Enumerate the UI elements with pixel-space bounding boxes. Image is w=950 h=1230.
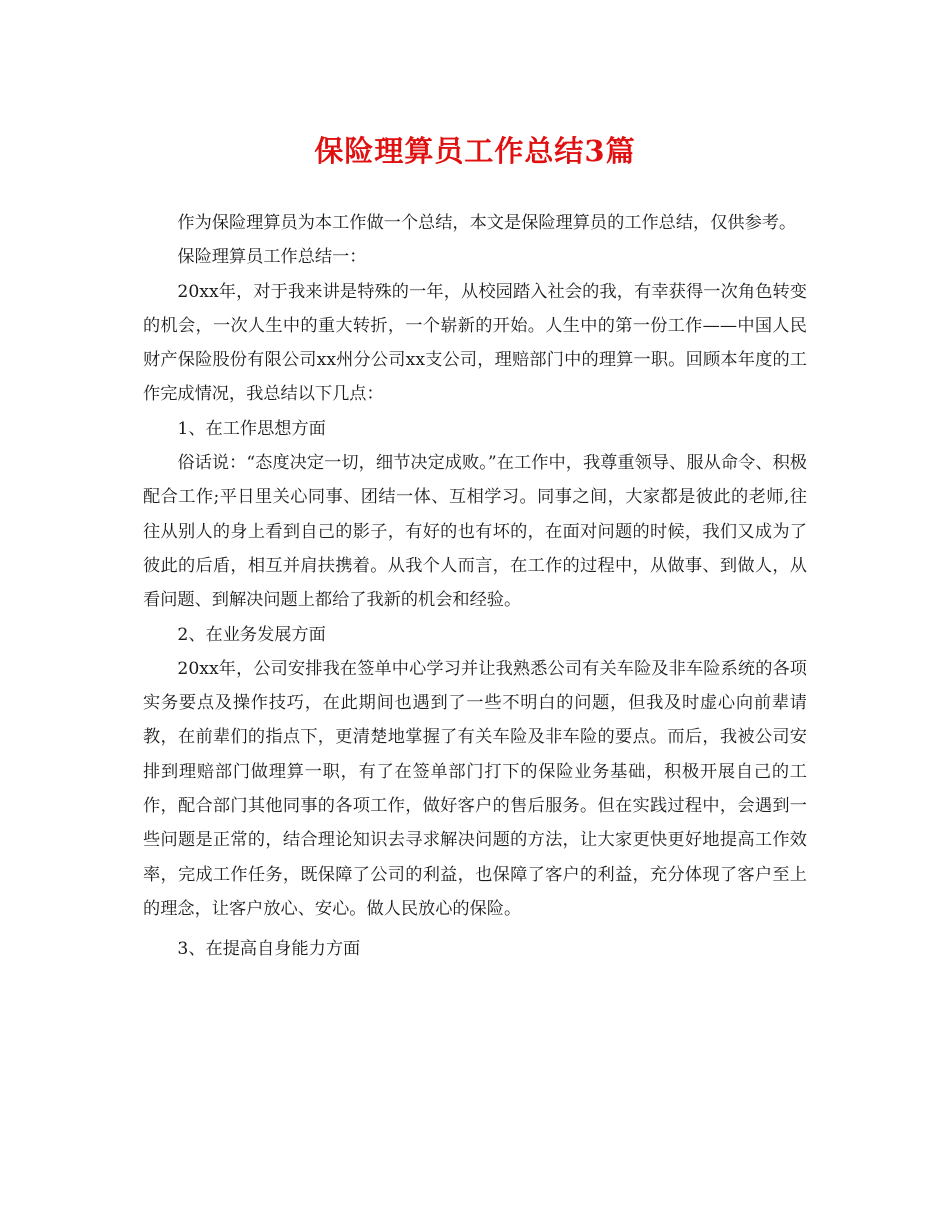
- section-heading-self-improvement: 3、在提高自身能力方面: [177, 939, 361, 960]
- document-title: 保险理算员工作总结3篇: [314, 134, 636, 168]
- document-page: [143, 128, 807, 967]
- section-heading-work-thinking: 1、在工作思想方面: [177, 418, 326, 439]
- body-paragraph: 俗话说：“态度决定一切，细节决定成败。”在工作中，我尊重领导、服从命令、积极配合工作;平日里关心同事、团结一体、互相学习。同事之间，大家都是彼此的老师,往往从别人的身上看到自己的影子，有好的也有坏的，在面对问题的时候，我们又成为了彼此的后盾，相互并肩扶携着。从我个人而言，在工作的过程中，从做事、到做人，从看问题、到解决问题上都给了我新的机会和经验。: [143, 453, 807, 611]
- section-heading-summary-one: 保险理算员工作总结一：: [177, 247, 367, 268]
- intro-paragraph: 作为保险理算员为本工作做一个总结，本文是保险理算员的工作总结，仅供参考。: [177, 213, 797, 233]
- section-heading-business-development: 2、在业务发展方面: [177, 624, 326, 645]
- body-paragraph: 20xx年，公司安排我在签单中心学习并让我熟悉公司有关车险及非车险系统的各项实务要点及操作技巧，在此期间也遇到了一些不明白的问题，但我及时虚心向前辈请教，在前辈们的指点下，更清楚地掌握了有关车险及非车险的要点。而后，我被公司安排到理赔部门做理算一职，有了在签单部门打下的保险业务基础，积极开展自己的工作，配合部门其他同事的各项工作，做好客户的售后服务。但在实践过程中，会遇到一些问题是正常的，结合理论知识去寻求解决问题的方法，让大家更快更好地提高工作效率，完成工作任务，既保障了公司的利益，也保障了客户的利益，充分体现了客户至上的理念，让客户放心、安心。做人民放心的保险。: [143, 658, 807, 919]
- body-paragraph: 20xx年，对于我来讲是特殊的一年，从校园踏入社会的我，有幸获得一次角色转变的机会，一次人生中的重大转折，一个崭新的开始。人生中的第一份工作——中国人民财产保险股份有限公司xx州分公司xx支公司，理赔部门中的理算一职。回顾本年度的工作完成情况，我总结以下几点：: [143, 281, 807, 405]
